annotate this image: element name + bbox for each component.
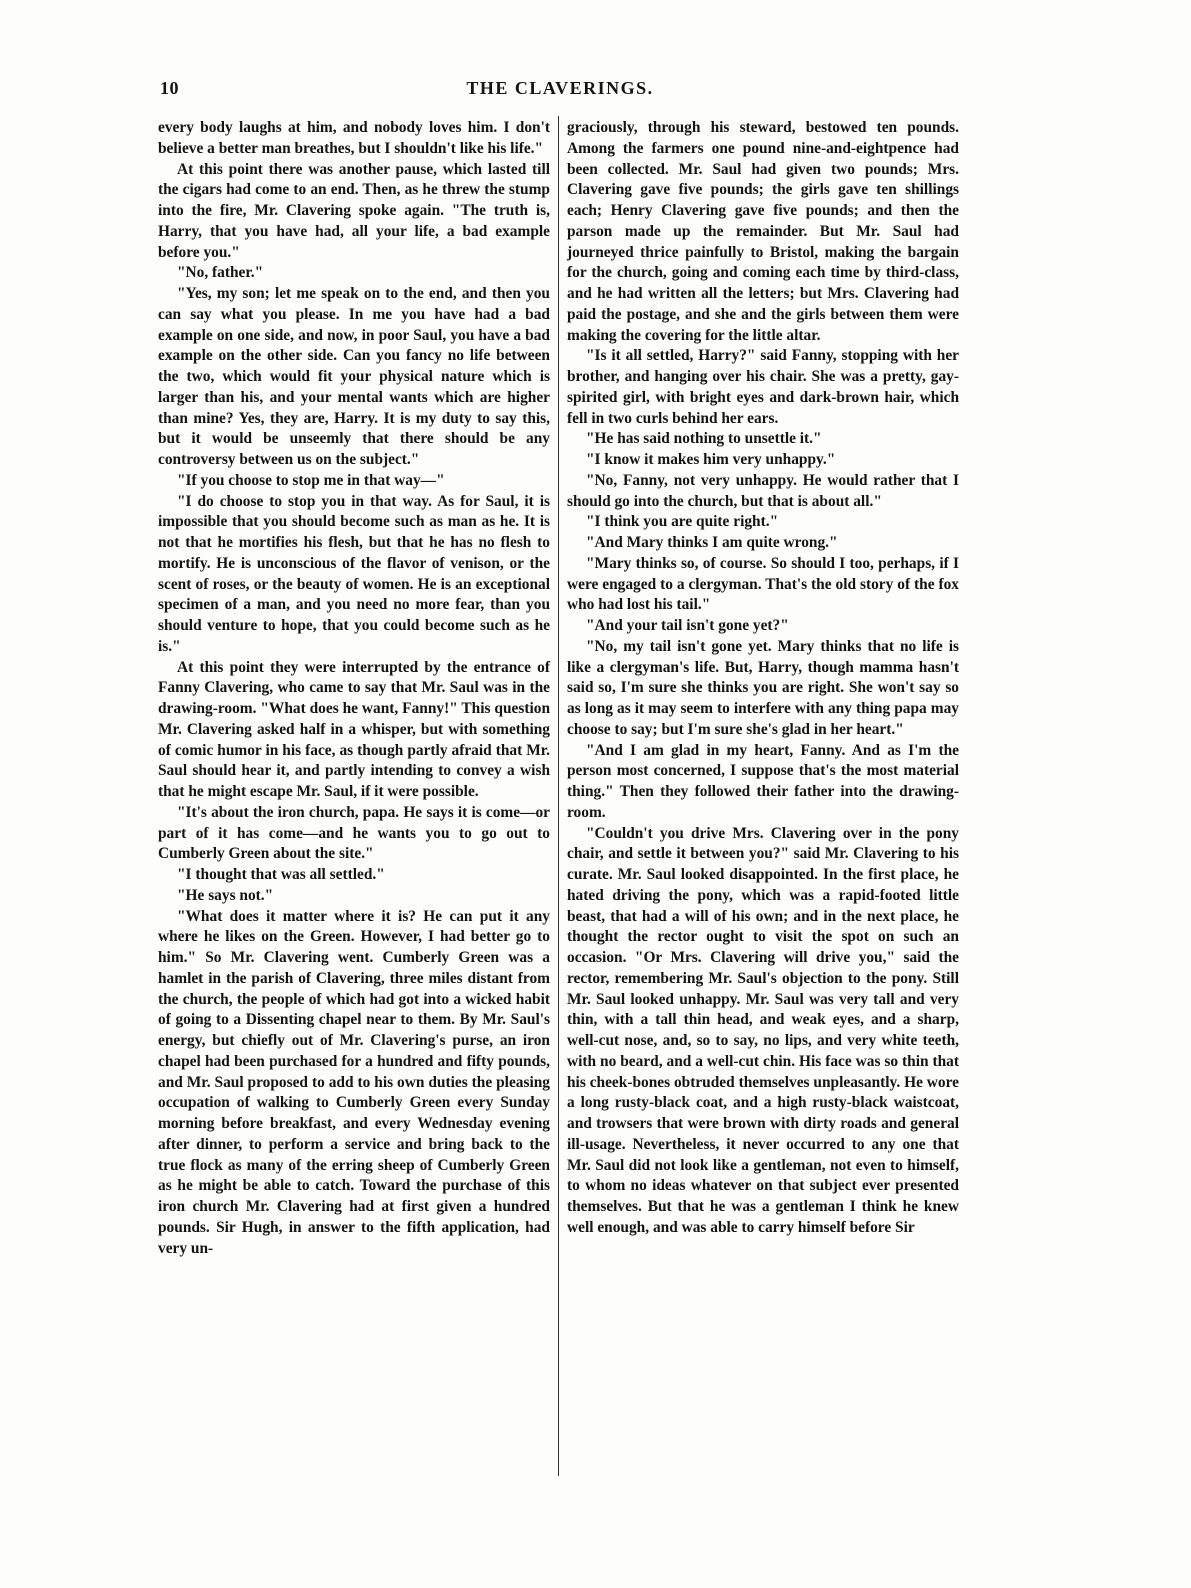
running-title: THE CLAVERINGS. xyxy=(466,78,654,98)
paragraph: "He has said nothing to unsettle it." xyxy=(586,430,822,448)
paragraph: "Mary thinks so, of course. So should I too, perhaps, if I were engaged to a clergyman. That's the old story of the fox who had lost his tail." xyxy=(567,554,959,614)
paragraph: At this point there was another pause, which lasted till the cigars had come to an end. Then, as he threw the stump into the fire, Mr. Clavering spoke again. "The truth is, Harry, that you have had, all your life, a bad example before you." xyxy=(158,160,550,261)
paragraph: "No, my tail isn't gone yet. Mary thinks that no life is like a clergyman's life. But, Harry, though mamma hasn't said so, I'm sure she thinks you are right. She won't say so as long as it may seem to interfere with any thing papa may choose to say; but I'm sure she's glad in her heart." xyxy=(567,637,959,738)
left-column xyxy=(158,118,550,1259)
paragraph: graciously, through his steward, bestowed ten pounds. Among the farmers one pound nine-and-eightpence had been collected. Mr. Saul had given two pounds; Mrs. Clavering gave five pounds; the girls gave ten shillings each; Henry Clavering gave five pounds; and then the parson made up the remainder. But Mr. Saul had journeyed thrice painfully to Bristol, making the bargain for the church, going and coming each time by third-class, and he had written all the letters; but Mrs. Clavering had paid the postage, and she and the girls between them were making the covering for the little altar. xyxy=(567,119,959,344)
paragraph: "If you choose to stop me in that way—" xyxy=(177,471,445,489)
column-divider xyxy=(558,116,559,1476)
paragraph: At this point they were interrupted by the entrance of Fanny Clavering, who came to say that Mr. Saul was in the drawing-room. "What does he want, Fanny!" This question Mr. Clavering asked half in a whisper, but with something of comic humor in his face, as though partly afraid that Mr. Saul should hear it, and partly intending to convey a wish that he might escape Mr. Saul, if it were possible. xyxy=(158,658,550,800)
paragraph: "Is it all settled, Harry?" said Fanny, stopping with her brother, and hanging over his chair. She was a pretty, gay-spirited girl, with bright eyes and dark-brown hair, which fell in two curls behind her ears. xyxy=(567,347,959,427)
paragraph: "No, Fanny, not very unhappy. He would rather that I should go into the church, but that is about all." xyxy=(567,471,959,510)
paragraph: "I know it makes him very unhappy." xyxy=(586,451,836,468)
paragraph: "What does it matter where it is? He can put it any where he likes on the Green. However, I had better go to him." So Mr. Clavering went. Cumberly Green was a hamlet in the parish of Clavering, three miles distant from the church, the people of which had got into a wicked habit of going to a Dissenting chapel near to them. By Mr. Saul's energy, but chiefly out of Mr. Clavering's purse, an iron chapel had been purchased for a hundred and fifty pounds, and Mr. Saul proposed to add to his own duties the pleasing occupation of walking to Cumberly Green every Sunday morning before breakfast, and every Wednesday evening after dinner, to perform a service and bring back to the true flock as many of the erring sheep of Cumberly Green as he might be able to catch. Toward the purchase of this iron church Mr. Clavering had at first given a hundred pounds. Sir Hugh, in answer to the fifth application, had very un- xyxy=(158,907,550,1257)
paragraph: "I do choose to stop you in that way. As for Saul, it is impossible that you should become such as man as he. It is not that he mortifies his flesh, but that he has no flesh to mortify. He is unconscious of the flavor of venison, or the scent of roses, or the beauty of women. He is an exceptional specimen of a man, and you need no more fear, than you should venture to hope, that you could become such as he is." xyxy=(158,492,550,655)
paragraph: "He says not." xyxy=(177,886,274,904)
paragraph: every body laughs at him, and nobody loves him. I don't believe a better man breathes, but I shouldn't like his life." xyxy=(158,119,550,157)
paragraph: "I thought that was all settled." xyxy=(177,866,385,883)
paragraph: "Couldn't you drive Mrs. Clavering over in the pony chair, and settle it between you?" said Mr. Clavering to his curate. Mr. Saul looked disappointed. In the first place, he hated driving the pony, which was a rapid-footed little beast, that had a will of his own; and in the next place, he thought the rector ought to visit the spot on such an occasion. "Or Mrs. Clavering will drive you," said the rector, remembering Mr. Saul's objection to the pony. Still Mr. Saul looked unhappy. Mr. Saul was very tall and very thin, with a tall thin head, and weak eyes, and a sharp, well-cut nose, and, so to say, no lips, and very white teeth, with no beard, and a well-cut chin. His face was so thin that his cheek-bones obtruded themselves unpleasantly. He wore a long rusty-black coat, and a high rusty-black waistcoat, and trowsers that were brown with dirty roads and general ill-usage. Nevertheless, it never occurred to any one that Mr. Saul did not look like a gentleman, not even to himself, to whom no ideas whatever on that subject ever presented themselves. But that he was a gentleman I think he knew well enough, and was able to carry himself before Sir xyxy=(567,824,959,1236)
right-column xyxy=(567,118,959,1239)
paragraph: "And Mary thinks I am quite wrong." xyxy=(586,534,838,551)
paragraph: "It's about the iron church, papa. He says it is come—or part of it has come—and he wants you to go out to Cumberly Green about the site." xyxy=(158,803,550,863)
paragraph: "No, father." xyxy=(177,264,264,282)
paragraph: "And your tail isn't gone yet?" xyxy=(586,617,789,634)
paragraph: "I think you are quite right." xyxy=(586,513,779,531)
page-number: 10 xyxy=(160,78,179,98)
page-header xyxy=(160,78,960,104)
paragraph: "And I am glad in my heart, Fanny. And as I'm the person most concerned, I suppose that's the most material thing." Then they followed their father into the drawing-room. xyxy=(567,741,959,821)
paragraph: "Yes, my son; let me speak on to the end, and then you can say what you please. In me you have had a bad example on one side, and now, in poor Saul, you have a bad example on the other side. Can you fancy no life between the two, which would fit your physical nature which is larger than his, and your mental wants which are higher than mine? Yes, they are, Harry. It is my duty to say this, but it would be unseemly that there should be any controversy between us on the subject." xyxy=(158,285,550,468)
